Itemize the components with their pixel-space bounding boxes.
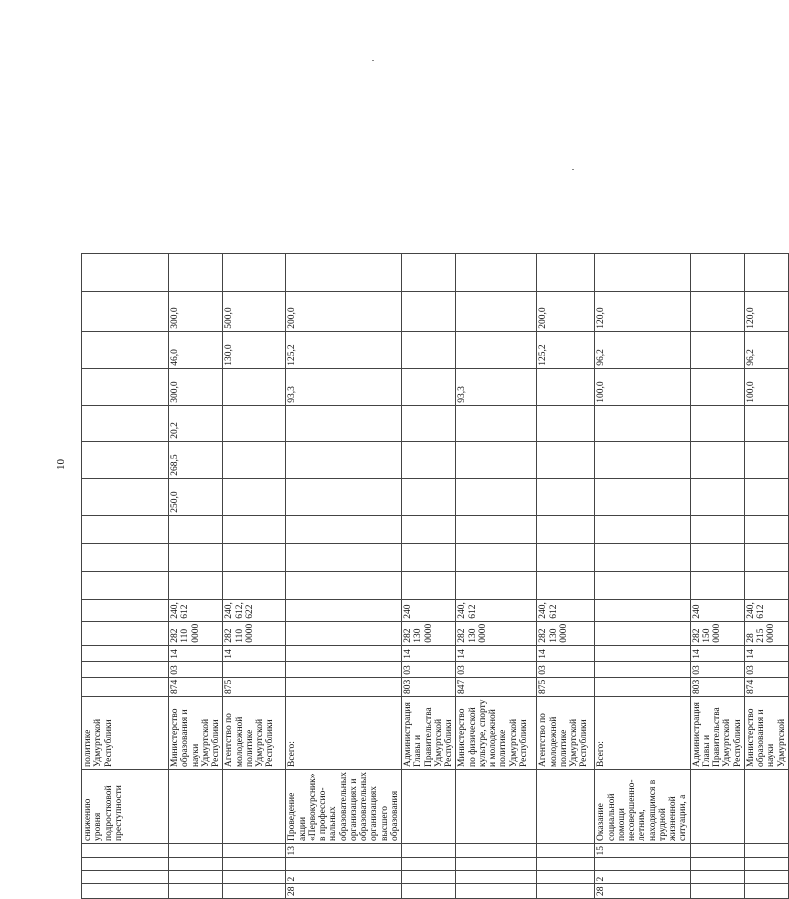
table-cell: 240, 612 bbox=[456, 599, 537, 621]
table-cell bbox=[595, 621, 690, 645]
table-cell bbox=[456, 441, 537, 478]
table-cell: 130,0 bbox=[223, 331, 286, 368]
table-cell bbox=[744, 405, 788, 441]
table-cell bbox=[537, 515, 595, 543]
table-cell: 14 bbox=[690, 645, 744, 661]
table-cell bbox=[223, 543, 286, 571]
table-cell bbox=[744, 478, 788, 515]
table-cell bbox=[537, 478, 595, 515]
table-cell bbox=[595, 543, 690, 571]
table-cell bbox=[690, 543, 744, 571]
table-cell: 14 bbox=[456, 645, 537, 661]
table-cell: 96,2 bbox=[595, 331, 690, 368]
table-cell: 874 bbox=[169, 677, 223, 696]
scan-mark bbox=[572, 169, 574, 170]
table-cell: 268,5 bbox=[169, 441, 223, 478]
table-cell bbox=[169, 884, 223, 899]
table-cell: 282 130 0000 bbox=[537, 621, 595, 645]
table-cell bbox=[223, 478, 286, 515]
table-cell: Администрация Главы и Правительства Удмуртской Республики bbox=[402, 697, 456, 770]
table-cell bbox=[537, 405, 595, 441]
table-cell bbox=[286, 645, 402, 661]
table-cell bbox=[456, 858, 537, 871]
table-cell: 874 bbox=[744, 677, 788, 696]
table-cell bbox=[286, 478, 402, 515]
table-cell bbox=[402, 871, 456, 884]
table-cell bbox=[82, 599, 169, 621]
table-cell bbox=[537, 543, 595, 571]
table-cell bbox=[286, 253, 402, 291]
table-row bbox=[595, 253, 690, 898]
table-cell bbox=[223, 368, 286, 405]
table-cell bbox=[537, 884, 595, 899]
table-cell bbox=[82, 291, 169, 331]
table-cell: 03 bbox=[690, 661, 744, 677]
table-cell: 240, 612 bbox=[537, 599, 595, 621]
table-cell bbox=[82, 368, 169, 405]
table-cell bbox=[402, 253, 456, 291]
table-cell bbox=[223, 884, 286, 899]
table-cell bbox=[537, 858, 595, 871]
table-cell bbox=[595, 599, 690, 621]
table-cell bbox=[286, 405, 402, 441]
table-cell bbox=[82, 331, 169, 368]
table-cell bbox=[690, 871, 744, 884]
table-cell: 240, 612, 622 bbox=[223, 599, 286, 621]
table-row bbox=[169, 253, 223, 898]
table-cell bbox=[402, 405, 456, 441]
table-cell bbox=[456, 871, 537, 884]
table-cell: 250,0 bbox=[169, 478, 223, 515]
table-cell: 03 bbox=[456, 661, 537, 677]
table-row bbox=[537, 253, 595, 898]
table-cell: 2 bbox=[286, 871, 402, 884]
table-cell: 300,0 bbox=[169, 291, 223, 331]
table-cell bbox=[169, 770, 223, 844]
table-cell bbox=[595, 478, 690, 515]
table-cell bbox=[82, 253, 169, 291]
table-row bbox=[402, 253, 456, 898]
table-cell bbox=[456, 884, 537, 899]
table-cell: 300,0 bbox=[169, 368, 223, 405]
table-cell: Проведение акции «Первокурсник» в профессио-нальных образовательных организациях и образовательных организациях высшего образования bbox=[286, 770, 402, 844]
table-cell bbox=[402, 515, 456, 543]
table-cell bbox=[456, 478, 537, 515]
table-cell: Всего: bbox=[286, 697, 402, 770]
table-cell: 125,2 bbox=[286, 331, 402, 368]
table-cell bbox=[456, 770, 537, 844]
table-row bbox=[223, 253, 286, 898]
table-row bbox=[690, 253, 744, 898]
table-cell bbox=[82, 441, 169, 478]
table-cell: 13 bbox=[286, 844, 402, 859]
table-cell: 28 215 0000 bbox=[744, 621, 788, 645]
table-cell: 200,0 bbox=[537, 291, 595, 331]
table-cell: 803 bbox=[690, 677, 744, 696]
table-row bbox=[744, 253, 788, 898]
table-cell bbox=[690, 770, 744, 844]
table-cell: 500,0 bbox=[223, 291, 286, 331]
table-cell bbox=[456, 571, 537, 599]
table-cell bbox=[690, 368, 744, 405]
table-cell bbox=[402, 478, 456, 515]
table-cell: 240, 612 bbox=[169, 599, 223, 621]
table-cell: 96,2 bbox=[744, 331, 788, 368]
table-cell bbox=[82, 571, 169, 599]
table-cell: 2 bbox=[595, 871, 690, 884]
table-cell bbox=[223, 571, 286, 599]
table-cell bbox=[402, 291, 456, 331]
table-cell bbox=[169, 543, 223, 571]
table-cell bbox=[744, 253, 788, 291]
table-cell: 120,0 bbox=[744, 291, 788, 331]
table-cell bbox=[402, 331, 456, 368]
table-cell bbox=[402, 844, 456, 859]
table-cell bbox=[744, 844, 788, 859]
table-cell: 100,0 bbox=[595, 368, 690, 405]
table-cell bbox=[744, 515, 788, 543]
table-cell bbox=[223, 253, 286, 291]
table-cell bbox=[690, 478, 744, 515]
table-cell bbox=[690, 571, 744, 599]
table-cell bbox=[223, 441, 286, 478]
table-cell bbox=[595, 858, 690, 871]
scan-mark bbox=[372, 60, 374, 61]
table-cell: Министерство по физической культуре, спорту и молодежной политике Удмуртской Республики bbox=[456, 697, 537, 770]
table-cell bbox=[537, 253, 595, 291]
table-cell: 93,3 bbox=[286, 368, 402, 405]
table-cell: 20,2 bbox=[169, 405, 223, 441]
table-cell bbox=[595, 441, 690, 478]
table-cell: 03 bbox=[537, 661, 595, 677]
table-cell bbox=[286, 515, 402, 543]
table-cell: 46,0 bbox=[169, 331, 223, 368]
table-cell bbox=[537, 871, 595, 884]
table-cell bbox=[82, 858, 169, 871]
table-cell bbox=[169, 844, 223, 859]
table-cell bbox=[402, 543, 456, 571]
table-cell bbox=[286, 661, 402, 677]
table-cell bbox=[456, 405, 537, 441]
table-cell bbox=[169, 858, 223, 871]
table-cell: 100,0 bbox=[744, 368, 788, 405]
table-cell bbox=[744, 571, 788, 599]
table-cell bbox=[690, 253, 744, 291]
table-cell bbox=[169, 253, 223, 291]
table-cell: 282 110 0000 bbox=[169, 621, 223, 645]
table-cell: 282 130 0000 bbox=[402, 621, 456, 645]
table-cell: Агентство по молодежной политике Удмуртской Республики bbox=[223, 697, 286, 770]
table-cell bbox=[82, 844, 169, 859]
table-cell bbox=[595, 645, 690, 661]
table-row bbox=[82, 253, 169, 898]
table-cell bbox=[223, 405, 286, 441]
table-cell: 14 bbox=[402, 645, 456, 661]
table-cell bbox=[595, 571, 690, 599]
table-cell: 14 bbox=[223, 645, 286, 661]
table-cell: политике Удмуртской Республики bbox=[82, 697, 169, 770]
table-cell: 14 bbox=[537, 645, 595, 661]
table-cell bbox=[690, 291, 744, 331]
table-cell: Агентство по молодежной политике Удмуртской Республики bbox=[537, 697, 595, 770]
page-number: 10 bbox=[55, 459, 67, 470]
table-cell bbox=[595, 677, 690, 696]
table-cell bbox=[82, 661, 169, 677]
table-cell bbox=[402, 441, 456, 478]
table-cell bbox=[537, 844, 595, 859]
table-cell bbox=[537, 571, 595, 599]
table-cell bbox=[82, 884, 169, 899]
table-cell bbox=[690, 515, 744, 543]
table-cell: 282 130 0000 bbox=[456, 621, 537, 645]
table-row bbox=[456, 253, 537, 898]
table-cell bbox=[744, 871, 788, 884]
table-cell bbox=[537, 368, 595, 405]
table-cell bbox=[456, 543, 537, 571]
table-cell bbox=[82, 515, 169, 543]
table-cell bbox=[595, 253, 690, 291]
table-cell: снижению уровня подростковой преступности bbox=[82, 770, 169, 844]
table-cell: 14 bbox=[169, 645, 223, 661]
table-cell: Оказание социальной помощи несовершенно-летним, находящимся в трудной жизненной ситуации, а bbox=[595, 770, 690, 844]
table-cell: 875 bbox=[537, 677, 595, 696]
table-cell bbox=[223, 515, 286, 543]
table-cell bbox=[402, 858, 456, 871]
table-cell bbox=[690, 405, 744, 441]
table-cell: 03 bbox=[744, 661, 788, 677]
table-cell bbox=[169, 871, 223, 884]
table-cell: 847 bbox=[456, 677, 537, 696]
table-cell: Всего: bbox=[595, 697, 690, 770]
table-cell bbox=[286, 621, 402, 645]
table-cell bbox=[82, 478, 169, 515]
table-cell bbox=[286, 571, 402, 599]
table-cell bbox=[82, 677, 169, 696]
table-cell bbox=[82, 621, 169, 645]
table-cell bbox=[690, 844, 744, 859]
table-cell: 15 bbox=[595, 844, 690, 859]
table-cell bbox=[82, 405, 169, 441]
table-cell bbox=[402, 770, 456, 844]
table-cell bbox=[223, 858, 286, 871]
table-cell bbox=[82, 543, 169, 571]
table-cell bbox=[402, 368, 456, 405]
table-cell bbox=[456, 844, 537, 859]
table-cell bbox=[456, 515, 537, 543]
table-cell bbox=[744, 858, 788, 871]
table-cell: 282 150 0000 bbox=[690, 621, 744, 645]
table-cell bbox=[286, 599, 402, 621]
table-cell bbox=[537, 770, 595, 844]
table-cell: 282 110 0000 bbox=[223, 621, 286, 645]
table-cell bbox=[690, 884, 744, 899]
table-cell bbox=[690, 441, 744, 478]
table-cell: 125,2 bbox=[537, 331, 595, 368]
table-cell: 28 bbox=[595, 884, 690, 899]
table-cell bbox=[456, 253, 537, 291]
budget-table bbox=[81, 253, 789, 899]
table-cell: 803 bbox=[402, 677, 456, 696]
table-cell bbox=[595, 515, 690, 543]
table-cell: Министерство образования и науки Удмуртской Республики bbox=[169, 697, 223, 770]
table-cell: 03 bbox=[169, 661, 223, 677]
table-cell bbox=[223, 661, 286, 677]
table-cell bbox=[744, 543, 788, 571]
table-cell bbox=[537, 441, 595, 478]
table-cell bbox=[82, 871, 169, 884]
table-cell bbox=[223, 770, 286, 844]
table-cell: 240 bbox=[690, 599, 744, 621]
table-cell: 240, 612 bbox=[744, 599, 788, 621]
table-cell: 93,3 bbox=[456, 368, 537, 405]
table-row bbox=[286, 253, 402, 898]
table-cell: 200,0 bbox=[286, 291, 402, 331]
table-cell: 14 bbox=[744, 645, 788, 661]
table-cell bbox=[286, 677, 402, 696]
table-cell bbox=[402, 571, 456, 599]
table-cell bbox=[690, 858, 744, 871]
table-cell bbox=[223, 871, 286, 884]
table-cell bbox=[82, 645, 169, 661]
table-cell: 03 bbox=[402, 661, 456, 677]
table-cell bbox=[402, 884, 456, 899]
table-cell bbox=[690, 331, 744, 368]
table-cell: 120,0 bbox=[595, 291, 690, 331]
table-cell bbox=[223, 844, 286, 859]
table-cell bbox=[744, 884, 788, 899]
table-cell: 28 bbox=[286, 884, 402, 899]
table-cell bbox=[286, 858, 402, 871]
table-cell bbox=[169, 515, 223, 543]
table-cell: Администрация Главы и Правительства Удмуртской Республики bbox=[690, 697, 744, 770]
table-cell bbox=[744, 441, 788, 478]
table-cell: 875 bbox=[223, 677, 286, 696]
table-cell bbox=[456, 291, 537, 331]
table-cell bbox=[169, 571, 223, 599]
table-cell bbox=[595, 661, 690, 677]
table-cell bbox=[286, 441, 402, 478]
table-cell bbox=[595, 405, 690, 441]
table-cell bbox=[744, 770, 788, 844]
table-cell: 240 bbox=[402, 599, 456, 621]
table-cell bbox=[286, 543, 402, 571]
table-cell: Министерство образования и науки Удмуртской bbox=[744, 697, 788, 770]
table-cell bbox=[456, 331, 537, 368]
